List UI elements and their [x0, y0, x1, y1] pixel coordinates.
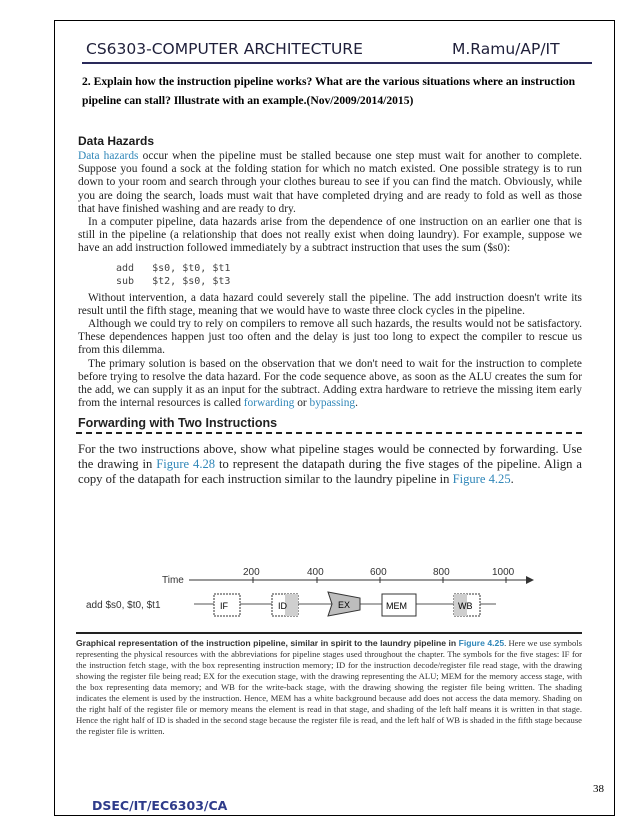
tick-label: 600	[370, 567, 387, 578]
caption-text: . Here we use symbols representing the physical resources with the abbreviations for pipeline stages used throughout the chapter. The symbols for the five stages: IF for the instruction fetch stage, with the box representing instruction memory; ID for the instruction decode/register file read stage, with the drawing showing the register file being read; EX for the execution stage, with the drawing representing the ALU; MEM for the memory access stage, with the box representing data memory; and WB for the write-back stage, with the drawing showing the register file being written. The shading indicates the element is used by the instruction. Hence, MEM has a white background because add does not access the data memory. Shading on the right half of the register file or memory means the element is read in that stage, and shading of the left half means it is written in that stage. Hence the right half of ID is shaded in the second stage because the register file is read, and the left half of WB is shaded in the fifth stage because the register file is written.	[76, 638, 582, 736]
forwarding-text-c: .	[510, 471, 514, 486]
stage-mem	[382, 594, 416, 616]
tick-label: 1000	[492, 567, 515, 578]
tick-label: 800	[433, 567, 450, 578]
scanned-excerpt	[76, 134, 582, 620]
figure-rule	[76, 632, 582, 634]
caption-title: Graphical representation of the instruction pipeline, similar in spirit to the laundry pipeline in	[76, 638, 459, 648]
forwarding-title: Forwarding with Two Instructions	[78, 416, 278, 431]
stage-id	[272, 594, 298, 616]
figure-caption	[76, 638, 582, 737]
figure-ref-4-28: Figure 4.28	[156, 457, 216, 472]
stage-label: ID	[278, 601, 287, 611]
footer-code: DSEC/IT/EC6303/CA	[92, 798, 228, 813]
stage-label: WB	[458, 601, 473, 611]
caption-figure-ref: Figure 4.25	[458, 638, 505, 648]
code-line-add: add $s0, $t0, $t1	[116, 262, 231, 274]
forwarding-text-a: For the two instructions above, show what pipeline stages would be connected by forwarding. Use the drawing in	[78, 442, 582, 472]
tick-label: 400	[307, 567, 324, 578]
stage-label: MEM	[386, 601, 407, 611]
section-title: Data Hazards	[78, 134, 155, 148]
forwarding-rule	[76, 432, 582, 434]
paragraph-4: Although we could try to rely on compilers to remove all such hazards, the results would not be satisfactory. These dependences happen just too often and the delay is just too long to expect the compiler to rescue us from this dilemma.	[78, 318, 582, 357]
stage-label: IF	[220, 601, 228, 611]
figure-ref-4-25: Figure 4.25	[452, 471, 511, 486]
term-data-hazards: Data hazards	[78, 150, 139, 162]
question-text: 2. Explain how the instruction pipeline works? What are the various situations where an instruction pipeline can stall? Illustrate with an example.(Nov/2009/2014/2015)	[82, 75, 576, 107]
time-label: Time	[162, 575, 184, 586]
forwarding-text-b: to represent the datapath during the five stages of the pipeline. Align a copy of the datapath for each instruction similar to the laundry pipeline in	[78, 457, 582, 486]
header-rule	[82, 62, 592, 64]
stage-wb	[454, 594, 480, 616]
paragraph-5	[78, 358, 582, 411]
term-bypassing: bypassing	[309, 397, 356, 410]
header-course: CS6303-COMPUTER ARCHITECTURE	[86, 40, 363, 58]
paragraph-1-text: occur when the pipeline must be stalled because one step must wait for another to complete. Suppose you found a sock at the folding station for which no match existed. One possible strategy is to run down to your room and search through your clothes bureau to see if you can find the match. Obviously, while you are doing the search, loads must wait that have completed drying and are ready to fold as well as those that have finished washing and are ready to dry.	[78, 150, 582, 215]
code-block	[116, 262, 582, 288]
stage-if	[214, 594, 240, 616]
paragraph-2: In a computer pipeline, data hazards arise from the dependence of one instruction on an earlier one that is still in the pipeline (a relationship that does not really exist when doing laundry). For example, suppose we have an add instruction followed immediately by a subtract instruction that uses the sum ($s0):	[78, 216, 582, 255]
tick-label: 200	[243, 567, 260, 578]
code-line-sub: sub $t2, $s0, $t3	[116, 275, 231, 287]
paragraph-1	[78, 150, 582, 216]
term-forwarding: forwarding	[243, 397, 295, 410]
paragraph-5-text: The primary solution is based on the observation that we don't need to wait for the instruction to complete before trying to resolve the data hazard. For the code sequence above, as soon as the ALU creates the sum for the add, we can supply it as an input for the subtract. Adding extra hardware to retrieve the missing item early from the internal resources is called	[78, 357, 582, 410]
page-number: 38	[593, 783, 604, 795]
stage-label: EX	[338, 600, 351, 610]
stage-ex	[328, 592, 360, 616]
paragraph-5-or: or	[294, 397, 310, 410]
instruction-label: add $s0, $t0, $t1	[86, 600, 161, 611]
paragraph-5-end: .	[355, 397, 358, 410]
paragraph-3: Without intervention, a data hazard could severely stall the pipeline. The add instruction doesn't write its result until the fifth stage, meaning that we would have to waste three clock cycles in the pipeline.	[78, 291, 582, 317]
header-author: M.Ramu/AP/IT	[452, 40, 560, 58]
forwarding-text	[78, 442, 582, 486]
pipeline-diagram	[76, 566, 582, 636]
time-arrow	[526, 576, 534, 584]
